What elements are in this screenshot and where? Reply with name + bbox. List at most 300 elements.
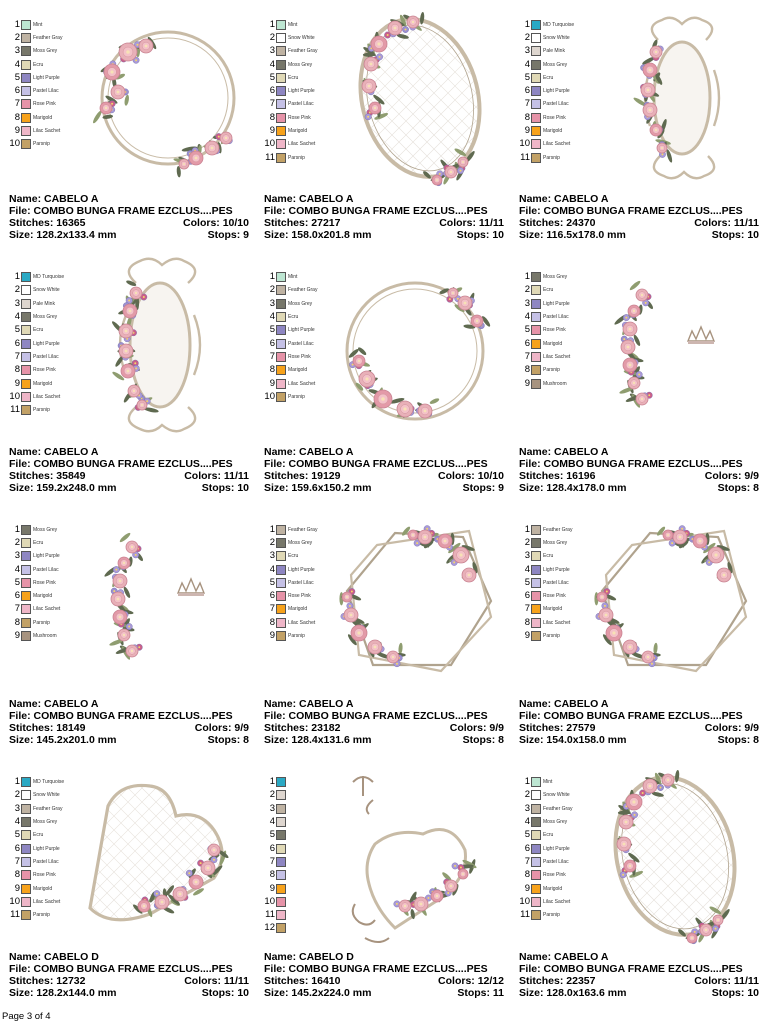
- flower-motif: [642, 651, 654, 663]
- thread-index: 6: [524, 842, 530, 854]
- thread-index: 12: [264, 922, 275, 934]
- stitches-colors-right: Colors: 9/9: [449, 722, 504, 734]
- thread-index: 2: [269, 284, 275, 296]
- thread-name: Feather Gray: [543, 805, 573, 812]
- thread-name: Marigold: [543, 885, 563, 892]
- flower-motif: [641, 83, 655, 97]
- flower-motif: [621, 340, 635, 354]
- flower-motif: [399, 900, 411, 912]
- size-stops-right: Stops: 10: [201, 481, 249, 494]
- flower-motif: [137, 400, 147, 410]
- flower-motif: [397, 401, 413, 417]
- thread-index: 1: [269, 18, 275, 30]
- thread-name: Marigold: [543, 606, 563, 613]
- stitches-colors-left: Stitches: 16410: [264, 974, 341, 987]
- thread-name: Ecru: [543, 74, 554, 81]
- flower-motif: [643, 103, 657, 117]
- thread-index: 7: [14, 350, 20, 362]
- thread-index: 5: [524, 576, 530, 588]
- flower-motif: [650, 124, 662, 136]
- leaf-motif: [124, 94, 130, 106]
- stitches-colors-right: Colors: 11/11: [439, 217, 504, 229]
- thread-name: Ecru: [33, 539, 44, 546]
- stitches-colors: [519, 975, 759, 987]
- thread-index: 10: [519, 895, 530, 907]
- flower-motif: [617, 837, 631, 851]
- thread-index: 4: [269, 816, 275, 828]
- thread-index: 9: [524, 882, 530, 894]
- thread-name: Light Purple: [543, 300, 570, 307]
- design-file-left: File: COMBO BUNGA FRAME EZCLUS....PES: [519, 457, 743, 470]
- design-info: [264, 446, 504, 494]
- flower-motif: [462, 568, 476, 582]
- thread-index: 2: [524, 284, 530, 296]
- size-stops-right: Stops: 10: [201, 986, 249, 999]
- thread-name: Rose Pink: [543, 593, 566, 600]
- thread-index: 2: [269, 31, 275, 43]
- stitches-colors-left: Stitches: 19129: [264, 469, 341, 482]
- flower-motif: [445, 880, 457, 892]
- size-stops: [264, 987, 504, 999]
- stitches-colors-left: Stitches: 18149: [9, 722, 86, 734]
- size-stops-left: Size: 128.4x131.6 mm: [264, 734, 372, 746]
- thread-index: 6: [14, 337, 20, 349]
- size-stops: [264, 482, 504, 494]
- flower-motif: [624, 860, 636, 872]
- thread-name: Snow White: [33, 792, 60, 799]
- flower-motif: [139, 39, 153, 53]
- flower-motif: [123, 304, 137, 318]
- design-info: [519, 698, 759, 746]
- thread-index: 9: [14, 377, 20, 389]
- flower-motif: [100, 102, 112, 114]
- flower-motif: [369, 102, 381, 114]
- design-name-left: Name: CABELO A: [519, 950, 609, 963]
- thread-index: 2: [14, 789, 20, 801]
- flower-motif: [113, 574, 127, 588]
- thread-name: Parsnip: [288, 154, 305, 161]
- flower-motif: [119, 324, 133, 338]
- flower-motif: [471, 315, 483, 327]
- thread-index: 11: [520, 909, 530, 921]
- thread-index: 6: [524, 590, 530, 602]
- thread-index: 10: [264, 895, 275, 907]
- design-file: [9, 458, 249, 470]
- thread-name: Moss Grey: [543, 274, 568, 281]
- thread-index: 7: [524, 603, 530, 615]
- thread-index: 4: [524, 311, 530, 323]
- flower-motif: [708, 547, 724, 563]
- thread-index: 8: [524, 364, 530, 376]
- stitches-colors-right: Colors: 10/10: [183, 217, 249, 229]
- flower-motif: [623, 322, 637, 336]
- flower-motif: [643, 779, 657, 793]
- flower-motif: [189, 151, 203, 165]
- thread-name: Light Purple: [33, 74, 60, 81]
- design-info: [264, 951, 504, 999]
- thread-name: Marigold: [33, 885, 53, 892]
- thread-index: 5: [269, 324, 275, 336]
- page-number: Page 3 of 4: [2, 1011, 51, 1022]
- frame-oval: [654, 42, 710, 154]
- flower-motif: [458, 157, 468, 167]
- thread-name: Parsnip: [543, 912, 560, 919]
- thread-name: Marigold: [33, 380, 53, 387]
- stitches-colors-left: Stitches: 27217: [264, 217, 341, 229]
- thread-name: Light Purple: [33, 845, 60, 852]
- flower-motif: [693, 534, 707, 548]
- thread-name: Parsnip: [288, 633, 305, 640]
- stitches-colors-left: Stitches: 23182: [264, 722, 341, 734]
- flower-motif: [362, 79, 376, 93]
- thread-index: 4: [524, 816, 530, 828]
- flower-motif: [597, 592, 607, 602]
- thread-index: 6: [14, 85, 20, 97]
- thread-index: 6: [269, 85, 275, 97]
- size-stops: [264, 229, 504, 241]
- design-name: [519, 446, 759, 458]
- thread-name: Feather Gray: [543, 526, 573, 533]
- design-file: [9, 205, 249, 217]
- thread-name: Lilac Sachet: [288, 619, 316, 626]
- size-stops-right: Stops: 10: [711, 986, 759, 999]
- design-card: [0, 0, 255, 252]
- flower-motif: [351, 625, 367, 641]
- thread-index: 9: [269, 630, 275, 642]
- thread-name: Pastel Lilac: [543, 579, 569, 586]
- floral-cluster: [394, 858, 478, 919]
- thread-name: Ecru: [33, 832, 44, 839]
- size-stops-left: Size: 145.2x201.0 mm: [9, 734, 117, 746]
- thread-index: 4: [524, 58, 530, 70]
- stitches-colors: [9, 722, 249, 734]
- thread-name: Moss Grey: [33, 526, 58, 533]
- thread-index: 8: [524, 111, 530, 123]
- thread-index: 10: [9, 138, 20, 150]
- flower-motif: [458, 869, 468, 879]
- thread-index: 9: [14, 630, 20, 642]
- stitches-colors-right: Colors: 11/11: [184, 974, 249, 987]
- flower-motif: [636, 393, 648, 405]
- thread-name: Rose Pink: [33, 101, 56, 108]
- design-card: [255, 0, 510, 252]
- thread-index: 2: [524, 31, 530, 43]
- thread-name: Ecru: [288, 553, 299, 560]
- thread-name: Light Purple: [543, 566, 570, 573]
- thread-index: 5: [524, 324, 530, 336]
- thread-index: 3: [524, 297, 530, 309]
- thread-index: 4: [14, 311, 20, 323]
- design-file-left: File: COMBO BUNGA FRAME EZCLUS....PES: [9, 710, 233, 722]
- design-card: [0, 505, 255, 757]
- thread-name: Moss Grey: [288, 300, 313, 307]
- thread-name: Feather Gray: [288, 526, 318, 533]
- flower-motif: [353, 355, 365, 367]
- thread-name: Lilac Sachet: [33, 898, 61, 905]
- size-stops-right: Stops: 9: [207, 229, 249, 241]
- thread-name: Mint: [33, 21, 43, 28]
- thread-name: Pastel Lilac: [543, 858, 569, 865]
- size-stops-right: Stops: 8: [207, 734, 249, 746]
- thread-index: 9: [269, 377, 275, 389]
- flower-motif: [205, 141, 219, 155]
- thread-name: Rose Pink: [288, 593, 311, 600]
- size-stops-left: Size: 128.2x144.0 mm: [9, 986, 117, 999]
- thread-index: 1: [524, 271, 530, 283]
- design-file-left: File: COMBO BUNGA FRAME EZCLUS....PES: [264, 962, 488, 975]
- flower-motif: [438, 534, 452, 548]
- thread-index: 7: [269, 603, 275, 615]
- thread-index: 7: [14, 603, 20, 615]
- embroidery-preview: [255, 0, 510, 190]
- stitches-colors-left: Stitches: 27579: [519, 722, 596, 734]
- size-stops-left: Size: 128.2x133.4 mm: [9, 229, 117, 241]
- design-file: [264, 710, 504, 722]
- design-info: [9, 446, 249, 494]
- thread-name: Mushroom: [543, 380, 567, 387]
- size-stops-right: Stops: 11: [457, 986, 504, 999]
- thread-index: 5: [524, 71, 530, 83]
- thread-index: 11: [10, 909, 20, 921]
- thread-name: Rose Pink: [543, 114, 566, 121]
- thread-name: Parsnip: [543, 633, 560, 640]
- thread-name: MD Turquoise: [33, 779, 65, 786]
- thread-index: 3: [269, 45, 275, 57]
- design-name: [519, 698, 759, 710]
- design-file-left: File: COMBO BUNGA FRAME EZCLUS....PES: [519, 710, 743, 722]
- size-stops-left: Size: 159.6x150.2 mm: [264, 481, 372, 494]
- design-file-left: File: COMBO BUNGA FRAME EZCLUS....PES: [264, 710, 488, 722]
- flower-motif: [344, 608, 358, 622]
- size-stops-left: Size: 116.5x178.0 mm: [519, 229, 626, 241]
- thread-name: Ecru: [543, 553, 554, 560]
- stitches-colors-left: Stitches: 16196: [519, 469, 596, 482]
- flower-motif: [155, 895, 169, 909]
- design-name: [264, 698, 504, 710]
- size-stops-left: Size: 145.2x224.0 mm: [264, 986, 372, 999]
- flower-motif: [650, 46, 662, 58]
- thread-index: 8: [269, 616, 275, 628]
- design-name: [264, 193, 504, 205]
- crown-motif: [688, 327, 714, 344]
- thread-index: 7: [269, 98, 275, 110]
- design-card: [255, 253, 510, 505]
- flower-motif: [445, 166, 457, 178]
- thread-index: 5: [269, 576, 275, 588]
- size-stops: [519, 987, 759, 999]
- size-stops-left: Size: 128.4x178.0 mm: [519, 481, 627, 494]
- thread-index: 2: [269, 536, 275, 548]
- stitches-colors-right: Colors: 11/11: [184, 469, 249, 482]
- leaf-motif: [398, 643, 403, 655]
- size-stops-left: Size: 128.0x163.6 mm: [519, 986, 627, 999]
- thread-name: Mint: [543, 779, 553, 786]
- stitches-colors-right: Colors: 10/10: [438, 469, 504, 482]
- thread-name: Ecru: [288, 314, 299, 321]
- thread-name: Pastel Lilac: [33, 88, 59, 95]
- size-stops-right: Stops: 8: [717, 481, 759, 494]
- size-stops: [264, 734, 504, 746]
- stitches-colors: [519, 217, 759, 229]
- thread-index: 1: [269, 271, 275, 283]
- flower-motif: [657, 143, 667, 153]
- thread-name: Marigold: [288, 367, 308, 374]
- thread-index: 6: [14, 842, 20, 854]
- stitches-colors-left: Stitches: 22357: [519, 974, 596, 987]
- thread-name: Pastel Lilac: [543, 314, 569, 321]
- size-stops: [9, 229, 249, 241]
- thread-index: 3: [524, 550, 530, 562]
- thread-name: Rose Pink: [288, 353, 311, 360]
- thread-index: 1: [524, 776, 530, 788]
- thread-name: Ecru: [33, 327, 44, 334]
- embroidery-preview: [510, 505, 765, 695]
- design-file: [264, 458, 504, 470]
- stitches-colors: [9, 975, 249, 987]
- design-card: [510, 0, 765, 252]
- thread-name: MD Turquoise: [543, 21, 575, 28]
- stitches-colors: [264, 722, 504, 734]
- thread-index: 2: [14, 31, 20, 43]
- thread-name: Mushroom: [33, 633, 57, 640]
- flower-motif: [623, 640, 637, 654]
- embroidery-preview: [510, 253, 765, 443]
- thread-index: 8: [524, 869, 530, 881]
- design-file-left: File: COMBO BUNGA FRAME EZCLUS....PES: [264, 457, 488, 470]
- thread-index: 6: [269, 590, 275, 602]
- thread-name: Lilac Sachet: [288, 380, 316, 387]
- thread-name: Feather Gray: [33, 805, 63, 812]
- thread-index: 9: [14, 125, 20, 137]
- thread-index: 5: [269, 71, 275, 83]
- thread-name: Ecru: [288, 74, 299, 81]
- design-name-left: Name: CABELO A: [519, 193, 609, 205]
- flower-motif: [208, 844, 220, 856]
- flower-motif: [458, 296, 472, 310]
- thread-name: Ecru: [543, 287, 554, 294]
- thread-index: 5: [269, 829, 275, 841]
- thread-name: Pastel Lilac: [33, 858, 59, 865]
- design-name-left: Name: CABELO A: [264, 193, 354, 205]
- flower-motif: [118, 557, 130, 569]
- thread-index: 7: [269, 350, 275, 362]
- thread-name: Pale Mink: [543, 48, 565, 55]
- thread-name: Pastel Lilac: [288, 101, 314, 108]
- thread-name: Snow White: [288, 34, 315, 41]
- thread-index: 8: [14, 616, 20, 628]
- thread-index: 4: [14, 58, 20, 70]
- flower-motif: [118, 629, 130, 641]
- design-file: [264, 205, 504, 217]
- thread-name: Rose Pink: [33, 872, 56, 879]
- thread-index: 10: [264, 138, 275, 150]
- stitches-colors-right: Colors: 12/12: [438, 974, 504, 987]
- flower-motif: [662, 774, 674, 786]
- thread-index: 2: [524, 789, 530, 801]
- thread-name: Lilac Sachet: [543, 619, 571, 626]
- design-info: [519, 951, 759, 999]
- flower-motif: [342, 592, 352, 602]
- stitches-colors-right: Colors: 9/9: [704, 469, 759, 482]
- thread-name: Ecru: [33, 61, 44, 68]
- embroidery-preview: [0, 0, 255, 190]
- thread-index: 5: [14, 829, 20, 841]
- thread-name: Pastel Lilac: [33, 353, 59, 360]
- design-name: [9, 446, 249, 458]
- thread-index: 7: [524, 98, 530, 110]
- thread-index: 6: [269, 842, 275, 854]
- thread-name: Parsnip: [33, 407, 50, 414]
- design-card: [0, 253, 255, 505]
- design-card: [255, 758, 510, 1010]
- design-name-left: Name: CABELO A: [9, 445, 99, 458]
- thread-index: 1: [524, 523, 530, 535]
- design-info: [9, 951, 249, 999]
- embroidery-preview: [0, 758, 255, 948]
- thread-name: Lilac Sachet: [543, 353, 571, 360]
- stitches-colors-left: Stitches: 16365: [9, 217, 86, 229]
- thread-name: Marigold: [33, 114, 53, 121]
- flower-motif: [119, 344, 133, 358]
- size-stops: [519, 482, 759, 494]
- design-name-left: Name: CABELO A: [9, 193, 99, 205]
- thread-name: Mint: [288, 274, 298, 281]
- thread-index: 8: [524, 616, 530, 628]
- stitches-colors-right: Colors: 9/9: [704, 722, 759, 734]
- thread-index: 7: [14, 98, 20, 110]
- flower-motif: [700, 924, 712, 936]
- stitches-colors: [519, 722, 759, 734]
- flower-motif: [453, 547, 469, 563]
- thread-name: Marigold: [288, 128, 308, 135]
- stitches-colors-right: Colors: 11/11: [694, 217, 759, 229]
- thread-index: 1: [524, 18, 530, 30]
- thread-name: MD Turquoise: [33, 274, 65, 281]
- thread-index: 10: [519, 138, 530, 150]
- design-file: [519, 205, 759, 217]
- thread-index: 2: [524, 536, 530, 548]
- thread-index: 6: [14, 590, 20, 602]
- thread-name: Snow White: [543, 34, 570, 41]
- thread-name: Pastel Lilac: [288, 579, 314, 586]
- thread-name: Mint: [288, 21, 298, 28]
- thread-index: 2: [14, 536, 20, 548]
- thread-index: 7: [14, 855, 20, 867]
- design-card: [0, 758, 255, 1010]
- thread-index: 7: [524, 350, 530, 362]
- floral-cluster: [339, 526, 478, 667]
- thread-index: 5: [14, 576, 20, 588]
- thread-index: 8: [14, 364, 20, 376]
- thread-name: Light Purple: [33, 553, 60, 560]
- thread-name: Snow White: [543, 792, 570, 799]
- stitches-colors-right: Colors: 11/11: [694, 974, 759, 987]
- thread-name: Light Purple: [543, 845, 570, 852]
- design-name-left: Name: CABELO A: [519, 698, 609, 710]
- thread-name: Pastel Lilac: [33, 566, 59, 573]
- design-file: [9, 963, 249, 975]
- thread-index: 11: [520, 151, 530, 163]
- flower-motif: [717, 568, 731, 582]
- design-info: [264, 698, 504, 746]
- flower-motif: [173, 887, 187, 901]
- stitches-colors: [519, 470, 759, 482]
- embroidery-preview: [0, 253, 255, 443]
- design-file-left: File: COMBO BUNGA FRAME EZCLUS....PES: [9, 962, 233, 975]
- thread-name: Light Purple: [288, 566, 315, 573]
- thread-index: 10: [264, 390, 275, 402]
- design-name-left: Name: CABELO A: [9, 698, 99, 710]
